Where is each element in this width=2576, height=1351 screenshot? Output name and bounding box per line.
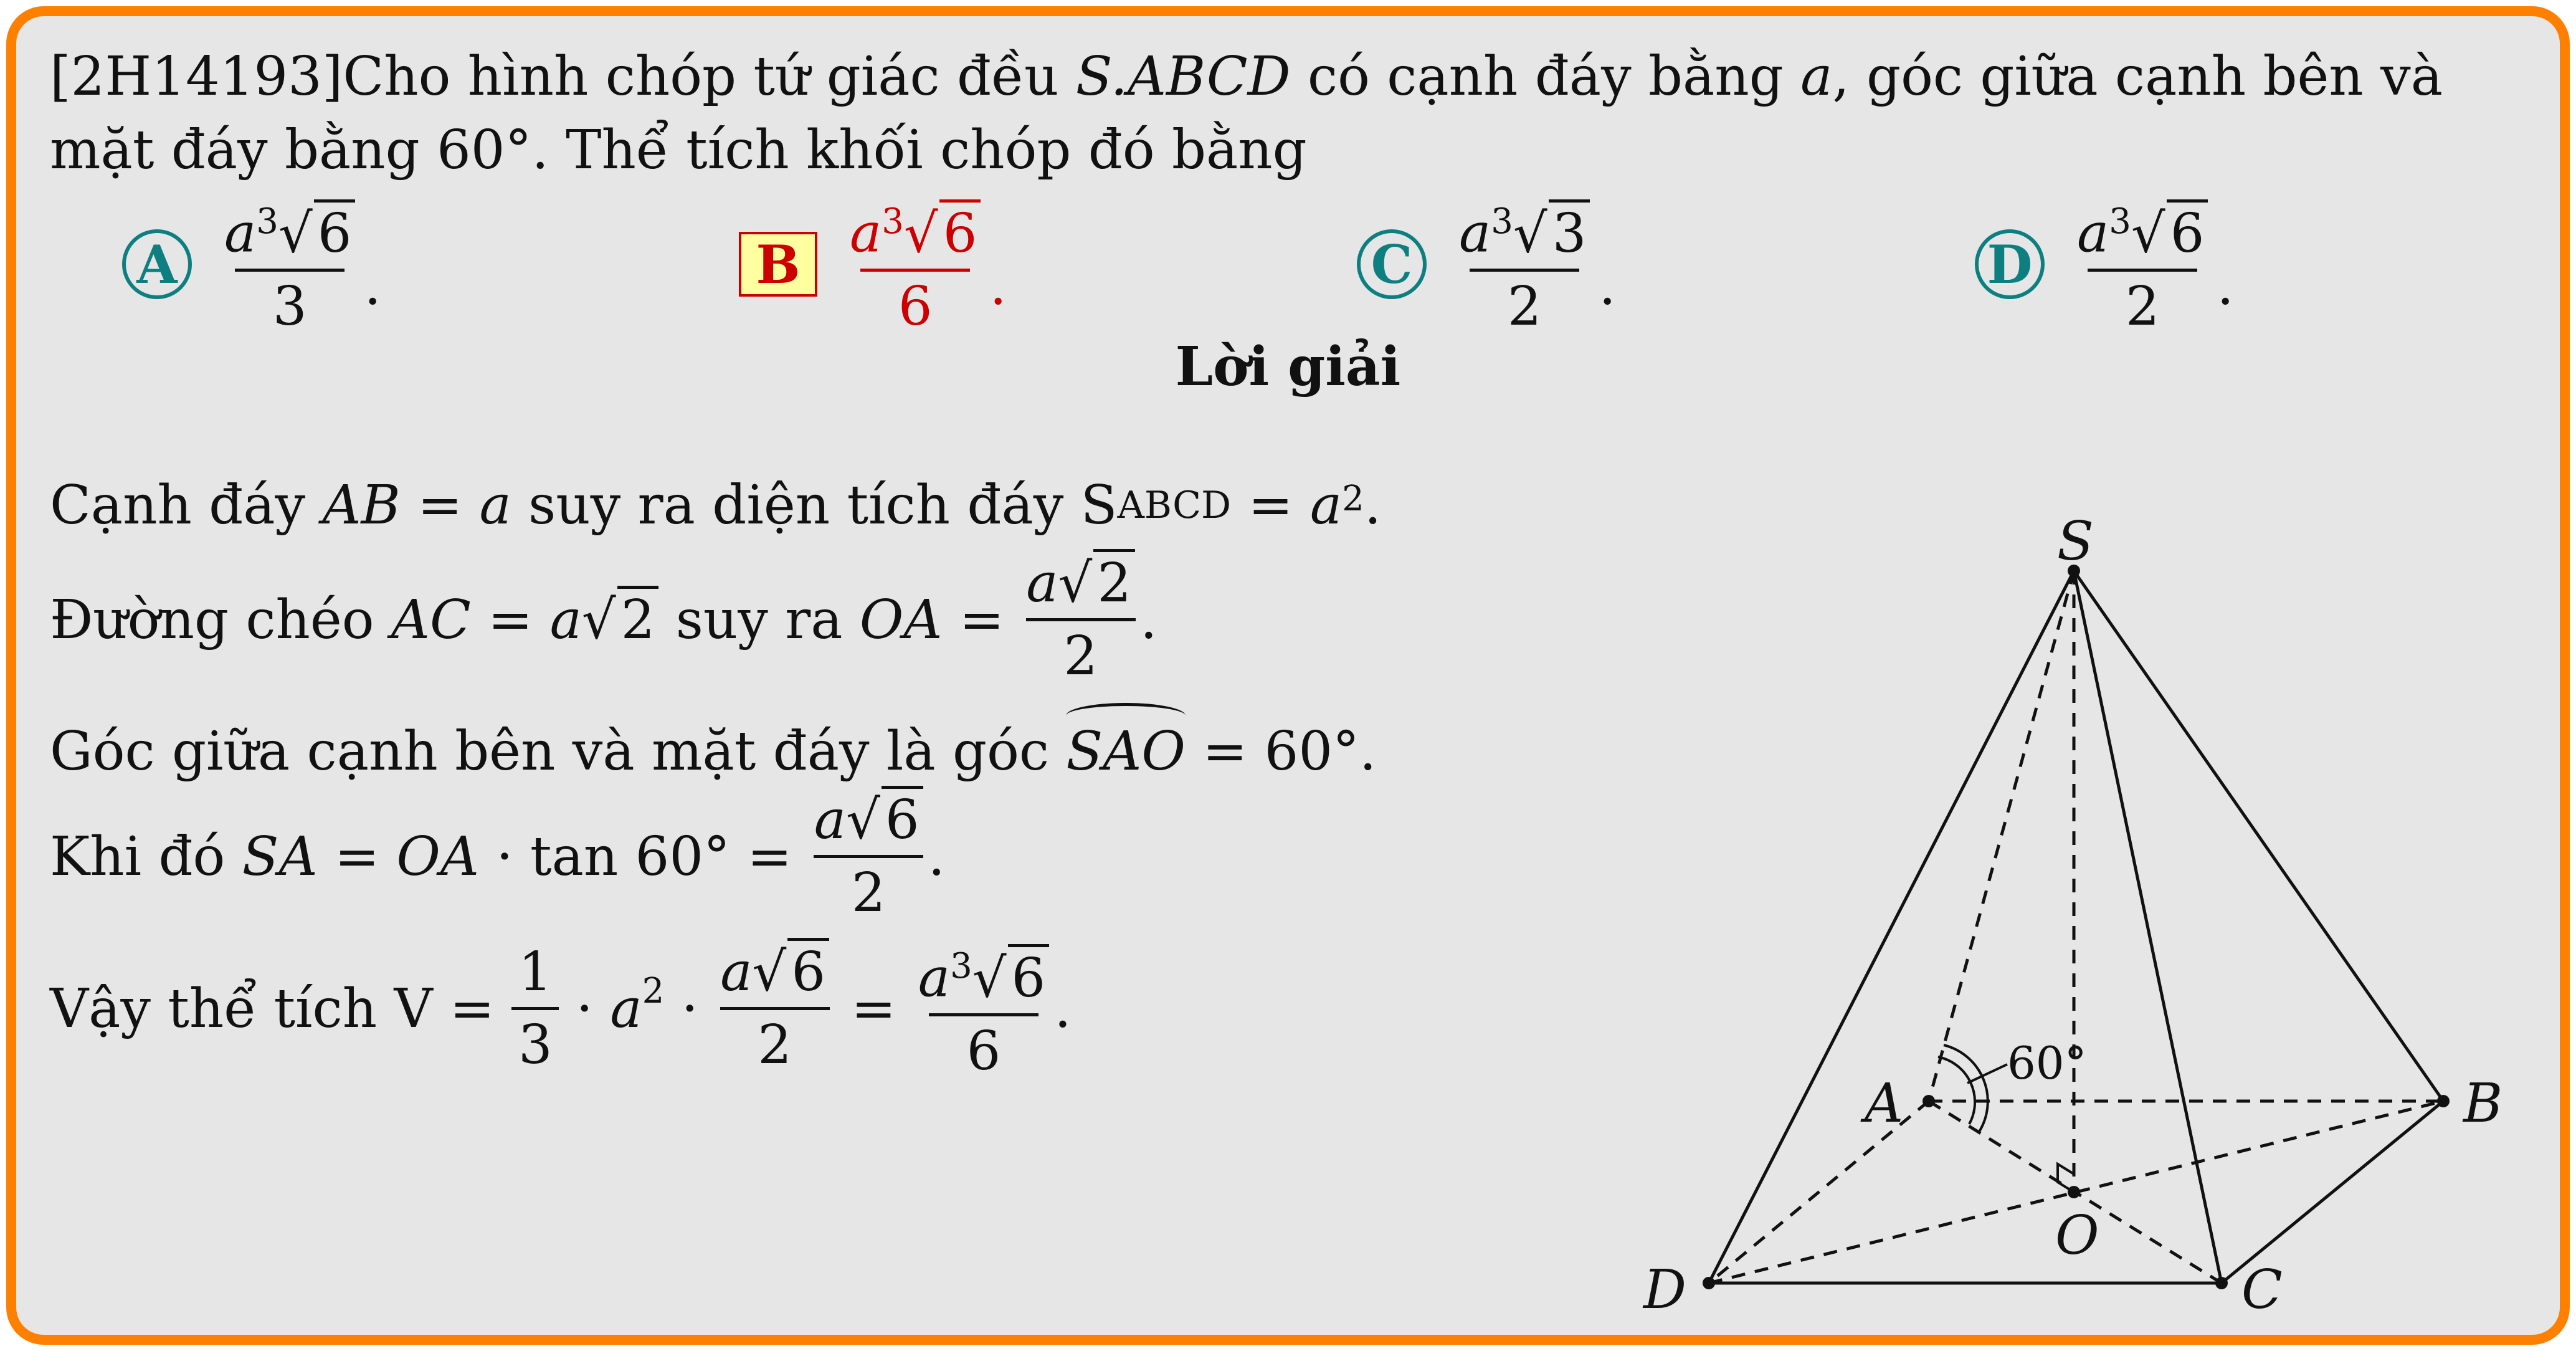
problem-code: [2H14193] <box>50 45 343 108</box>
l5-end: . <box>1054 977 1072 1040</box>
l4-end: . <box>928 825 945 888</box>
choice-a-root: 6 <box>314 199 356 265</box>
label-o: O <box>2055 1205 2099 1267</box>
l2-text2: suy ra <box>658 588 860 651</box>
l4-text2: · tan 60° = <box>479 825 809 888</box>
choice-d-num-var: a <box>2077 202 2109 265</box>
point-c <box>2215 1277 2228 1289</box>
choice-d-badge: D <box>1975 229 2045 299</box>
l5-exp: 2 <box>642 971 665 1011</box>
label-d: D <box>1643 1259 1686 1321</box>
choice-d-exp: 3 <box>2109 201 2131 242</box>
choice-c[interactable]: C $\frac{a^3√3}{2}$ . <box>1357 189 1616 339</box>
choice-a-badge: A <box>122 229 192 299</box>
l2-a: a <box>549 588 582 651</box>
solution-line-2: Đường chéo AC = a √2 suy ra OA = $\frac{a√2}{2}$ . <box>50 552 1157 687</box>
l4-den: 2 <box>814 855 923 924</box>
l5-fraction-2: $\frac{a√6}{2}$ <box>715 941 834 1076</box>
l3-angle-sao: SAO <box>1066 720 1186 783</box>
l1-a2: a <box>1309 474 1343 537</box>
choice-b[interactable]: B $\frac{a^3√6}{6}$ . <box>739 189 1007 339</box>
l3-text2: = 60°. <box>1185 720 1377 783</box>
angle-arc-inner <box>1938 1057 1975 1124</box>
problem-text-end: , góc giữa cạnh bên và mặt đáy bằng 60°. Thể tích khối chóp đó bằng <box>50 45 2443 181</box>
choice-c-root: 3 <box>1549 199 1590 265</box>
choice-a-value: $\frac{a^3√6}{3}$ <box>219 191 360 338</box>
l5-fraction-3: $\frac{a^3√6}{6}$ <box>913 935 1054 1082</box>
choice-c-badge: C <box>1357 229 1427 299</box>
label-angle-60: 60° <box>2007 1037 2087 1089</box>
l5-f3-root: 6 <box>1008 944 1050 1010</box>
l5-text1: Vậy thể tích <box>50 977 394 1040</box>
point-b <box>2437 1095 2450 1107</box>
angle-leader-line <box>1967 1064 2007 1083</box>
l5-eq: = <box>432 977 512 1040</box>
l5-f2-den: 2 <box>720 1007 830 1076</box>
l2-eq: = <box>470 588 550 651</box>
l1-exp: 2 <box>1342 479 1364 519</box>
l1-eq2: = <box>1231 474 1310 537</box>
choice-d-root: 6 <box>2167 199 2208 265</box>
l2-text1: Đường chéo <box>50 588 391 651</box>
choice-a-num-var: a <box>224 202 257 265</box>
l4-sa: SA <box>242 825 318 888</box>
l5-dot1: · <box>559 977 611 1040</box>
choice-b-badge-selected: B <box>739 232 817 297</box>
choice-b-root: 6 <box>939 199 981 265</box>
l2-den: 2 <box>1026 618 1136 687</box>
l2-num-root: 2 <box>1093 549 1135 614</box>
label-s: S <box>2057 510 2094 573</box>
l3-text1: Góc giữa cạnh bên và mặt đáy là góc <box>50 720 1067 783</box>
choice-d-den: 2 <box>2088 269 2197 338</box>
choice-a-den: 3 <box>235 269 345 338</box>
choice-d-value: $\frac{a^3√6}{2}$ <box>2072 191 2213 338</box>
l2-root: 2 <box>617 586 659 651</box>
l1-a: a <box>479 474 511 537</box>
l1-ab: AB <box>322 474 401 537</box>
label-a: A <box>1865 1072 1904 1135</box>
l1-text1: Cạnh đáy <box>50 474 306 537</box>
l5-f1-num: 1 <box>518 941 553 1004</box>
choice-c-den: 2 <box>1470 269 1579 338</box>
l4-fraction: $\frac{a√6}{2}$ <box>809 789 928 924</box>
pyramid-name: S.ABCD <box>1075 45 1291 108</box>
question-card <box>6 6 2570 1345</box>
l4-num-root: 6 <box>882 786 923 851</box>
point-o <box>2068 1186 2080 1198</box>
l4-eq: = <box>317 825 397 888</box>
choice-b-den: 6 <box>860 269 970 338</box>
l5-eq2: = <box>834 977 913 1040</box>
l5-f2-root: 6 <box>787 938 829 1003</box>
l1-sub: ABCD <box>1117 484 1232 527</box>
label-c: C <box>2241 1259 2283 1321</box>
l5-f1-den: 3 <box>511 1007 559 1076</box>
problem-text-mid1: có cạnh đáy bằng <box>1290 45 1801 108</box>
choice-a[interactable]: A $\frac{a^3√6}{3}$ . <box>122 189 381 339</box>
l1-text2: suy ra diện tích đáy <box>511 474 1081 537</box>
l5-a: a <box>610 977 642 1040</box>
choice-a-exp: 3 <box>256 201 278 242</box>
l4-text1: Khi đó <box>50 825 242 888</box>
pyramid-figure <box>16 16 2560 1335</box>
l5-v: V <box>394 977 433 1040</box>
choice-b-exp: 3 <box>882 201 904 242</box>
l5-dot2: · <box>664 977 716 1040</box>
edge-sd <box>1709 571 2074 1283</box>
l1-eq: = <box>400 474 480 537</box>
l2-oa: OA <box>859 588 943 651</box>
l5-f3-exp: 3 <box>950 946 972 986</box>
l5-f3-den: 6 <box>929 1013 1038 1082</box>
choice-c-exp: 3 <box>1491 201 1513 242</box>
l1-end: . <box>1364 474 1382 537</box>
label-b: B <box>2463 1072 2503 1135</box>
choice-b-value: $\frac{a^3√6}{6}$ <box>845 191 986 338</box>
edge-variable: a <box>1800 45 1833 108</box>
l2-ac: AC <box>391 588 471 651</box>
choice-c-num-var: a <box>1459 202 1491 265</box>
l1-s: S <box>1080 474 1118 537</box>
l2-eq2: = <box>942 588 1022 651</box>
problem-text-start: Cho hình chóp tứ giác đều <box>343 45 1076 108</box>
l4-num-a: a <box>814 789 847 851</box>
angle-arc-outer <box>1944 1045 1988 1132</box>
l5-f3-a: a <box>918 947 951 1010</box>
solution-title: Lời giải <box>1175 335 1401 398</box>
point-a <box>1922 1095 1935 1107</box>
choice-b-num-var: a <box>850 202 882 265</box>
choice-d[interactable]: D $\frac{a^3√6}{2}$ . <box>1975 189 2234 339</box>
choice-c-value: $\frac{a^3√3}{2}$ <box>1454 191 1595 338</box>
l2-end: . <box>1140 588 1157 651</box>
l2-num-a: a <box>1026 552 1058 614</box>
l5-f2-a: a <box>720 941 753 1004</box>
l2-fraction: $\frac{a√2}{2}$ <box>1021 552 1140 687</box>
edge-sa-hidden <box>1929 571 2074 1101</box>
point-d <box>1703 1277 1715 1289</box>
l4-oa: OA <box>396 825 480 888</box>
